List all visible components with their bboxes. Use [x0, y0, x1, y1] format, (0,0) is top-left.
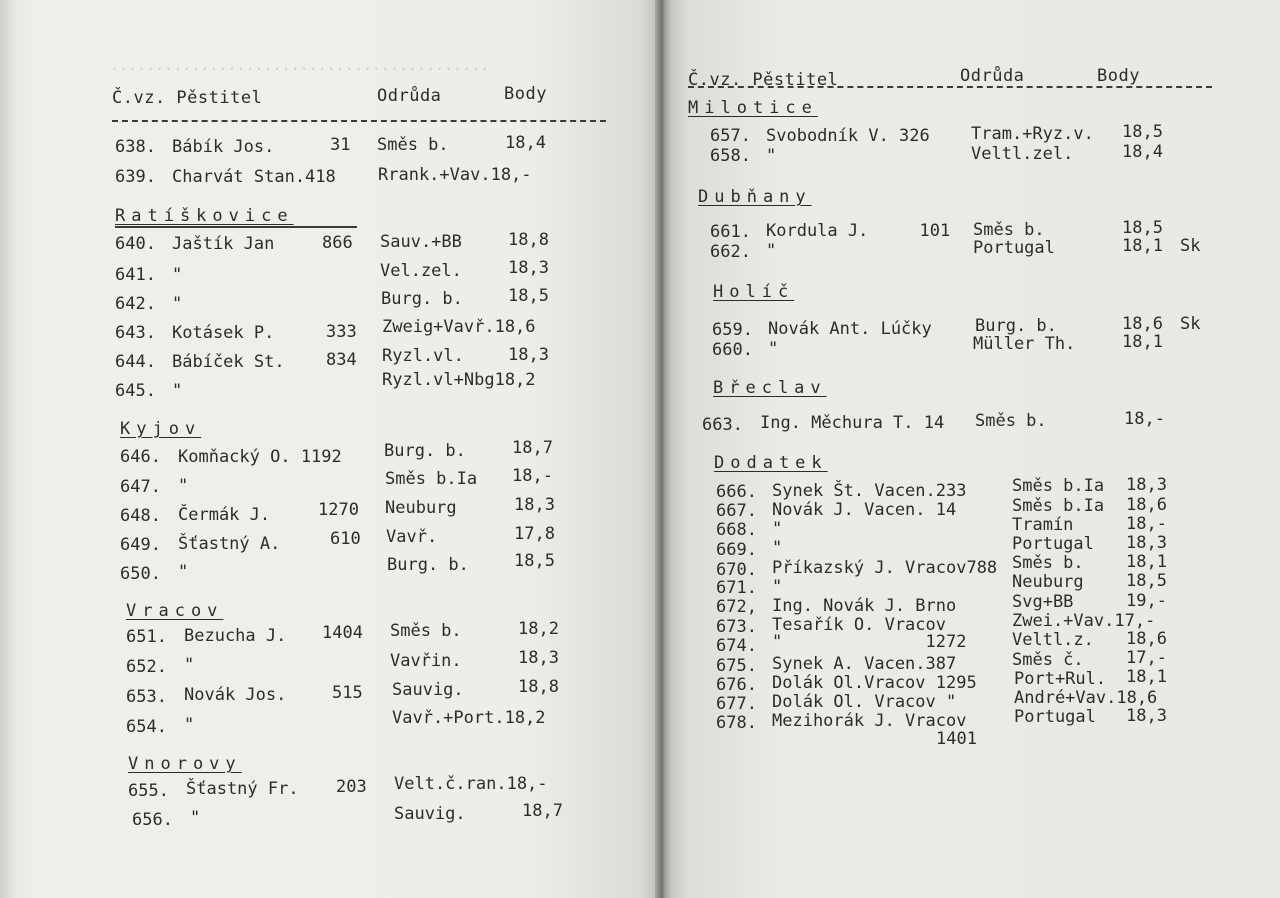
entry-variety: Tramín	[1012, 515, 1074, 535]
entry-name: Charvát Stan.418	[172, 167, 336, 187]
entry-id: 834	[326, 350, 357, 370]
entry-name: Novák J. Vacen. 14	[772, 500, 957, 520]
entry-variety: Neuburg	[1012, 572, 1084, 592]
entry-id: 515	[332, 683, 363, 703]
entry-name: Kordula J. 101	[766, 221, 951, 241]
entry-no: 652.	[126, 657, 167, 677]
entry-id: 1401	[936, 729, 977, 749]
entry-points: 18,3	[1126, 533, 1167, 553]
entry-name: "	[766, 241, 777, 261]
entry-points: 18,1	[1126, 552, 1167, 572]
header-cislo-pestitel: Č.vz. Pěstitel	[688, 70, 839, 90]
entry-name: "	[178, 562, 189, 582]
header-body: Body	[1097, 66, 1140, 86]
section-title: Vnorovy	[128, 754, 242, 774]
entry-name: Novák Ant. Lúčky	[768, 319, 932, 339]
entry-variety: Portugal	[973, 238, 1055, 258]
entry-variety: Zwei.+Vav.17,-	[1012, 611, 1156, 631]
entry-no: 659.	[712, 320, 753, 340]
entry-variety: Směs č.	[1012, 650, 1084, 670]
entry-variety: Směs b.Ia	[1012, 476, 1105, 496]
entry-no: 668.	[716, 520, 757, 540]
entry-points: 18,5	[1122, 122, 1163, 142]
entry-no: 673.	[716, 617, 757, 637]
section-title: Holíč	[713, 282, 795, 302]
section-title: Milotice	[688, 98, 818, 118]
entry-no: 649.	[120, 535, 161, 555]
section-rule	[115, 226, 357, 228]
entry-points: 17,8	[514, 524, 555, 544]
entry-points: 18,5	[1122, 218, 1163, 238]
entry-name: "	[768, 339, 779, 359]
entry-variety: Směs b.Ia	[385, 469, 478, 489]
entry-variety: Sauvig.	[394, 804, 466, 824]
entry-variety: Svg+BB	[1012, 592, 1074, 612]
entry-variety: Směs b.	[377, 135, 449, 155]
entry-points: 18,5	[508, 286, 549, 306]
entry-no: 663.	[702, 415, 743, 435]
entry-variety: Rrank.+Vav.18,-	[378, 165, 532, 185]
entry-name: "	[766, 146, 777, 166]
section-title: Dubňany	[698, 187, 812, 207]
entry-name: Novák Jos.	[184, 685, 287, 705]
entry-points: 18,1	[1126, 667, 1167, 687]
entry-points: 18,-	[1124, 409, 1165, 429]
show-through-text: ··········································	[110, 60, 490, 78]
header-rule	[112, 120, 606, 122]
entry-id: 1270	[318, 500, 359, 520]
entry-no: 638.	[115, 137, 156, 157]
entry-points: 19,-	[1126, 591, 1167, 611]
entry-no: 647.	[120, 477, 161, 497]
entry-no: 678.	[716, 713, 757, 733]
entry-points: 18,-	[512, 466, 553, 486]
entry-name: Šťastný A.	[178, 534, 281, 554]
entry-points: 18,3	[508, 258, 549, 278]
header-cislo-pestitel: Č.vz. Pěstitel	[112, 88, 263, 108]
entry-no: 677.	[716, 694, 757, 714]
entry-points: 18,6	[1126, 495, 1167, 515]
entry-variety: Vavř.+Port.18,2	[392, 708, 546, 728]
section-title: Břeclav	[713, 378, 827, 398]
entry-no: 667.	[716, 501, 757, 521]
entry-no: 654.	[126, 717, 167, 737]
entry-variety: Směs b.Ia	[1012, 496, 1105, 516]
entry-points: 18,2	[518, 619, 559, 639]
entry-no: 658.	[710, 146, 751, 166]
entry-variety: Velt.č.ran.18,-	[394, 774, 548, 794]
entry-points: 18,3	[1126, 706, 1167, 726]
entry-points: 18,3	[514, 495, 555, 515]
entry-variety: Vavřin.	[390, 651, 462, 671]
entry-points: 18,7	[512, 438, 553, 458]
entry-no: 639.	[115, 167, 156, 187]
entry-points: 18,7	[522, 801, 563, 821]
entry-variety: Vel.zel.	[380, 261, 462, 281]
entry-no: 645.	[115, 381, 156, 401]
entry-id: 31	[330, 135, 351, 155]
entry-variety: Burg. b.	[381, 289, 463, 309]
entry-no: 662.	[710, 242, 751, 262]
entry-no: 641.	[115, 265, 156, 285]
section-title: Vracov	[126, 601, 224, 621]
entry-variety: Müller Th.	[973, 334, 1076, 354]
entry-id: 610	[330, 529, 361, 549]
entry-no: 646.	[120, 447, 161, 467]
header-body: Body	[504, 84, 547, 104]
entry-name: Bábík Jos.	[172, 137, 275, 157]
entry-name: Bábíček St.	[172, 352, 285, 372]
entry-name: Komňacký O. 1192	[178, 447, 342, 467]
entry-name: "	[772, 538, 783, 558]
entry-points: 18,6	[1126, 629, 1167, 649]
entry-name: Tesařík O. Vracov	[772, 615, 946, 635]
entry-no: 657.	[710, 126, 751, 146]
entry-no: 642.	[115, 294, 156, 314]
entry-no: 675.	[716, 656, 757, 676]
entry-no: 653.	[126, 687, 167, 707]
entry-points: 18,-	[1126, 514, 1167, 534]
entry-name: "	[184, 715, 195, 735]
entry-variety: Směs b.	[390, 621, 462, 641]
entry-no: 656.	[132, 810, 173, 830]
entry-variety: Sauvig.	[392, 680, 464, 700]
entry-no: 666.	[716, 482, 757, 502]
entry-name: "	[772, 519, 783, 539]
entry-no: 650.	[120, 564, 161, 584]
entry-variety: Zweig+Vavř.18,6	[382, 317, 536, 337]
entry-variety: Veltl.zel.	[971, 144, 1074, 164]
entry-points: 18,5	[1126, 571, 1167, 591]
entry-variety: Burg. b.	[975, 316, 1057, 336]
entry-name: "	[172, 381, 183, 401]
entry-name: Dolák Ol.Vracov 1295	[772, 673, 977, 693]
entry-name: " 1272	[772, 632, 967, 652]
entry-no: 672,	[716, 597, 757, 617]
entry-no: 643.	[115, 323, 156, 343]
entry-name: "	[190, 808, 201, 828]
entry-no: 669.	[716, 540, 757, 560]
entry-name: "	[772, 577, 783, 597]
entry-name: Svobodník V. 326	[766, 126, 930, 146]
entry-name: Bezucha J.	[184, 626, 287, 646]
entry-name: "	[184, 655, 195, 675]
entry-id: 203	[336, 777, 367, 797]
entry-variety: Portugal	[1012, 534, 1094, 554]
entry-variety: Portugal	[1014, 707, 1096, 727]
entry-variety: Směs b.	[975, 411, 1047, 431]
entry-variety: Vavř.	[386, 527, 438, 547]
entry-id: 1404	[322, 623, 363, 643]
entry-no: 651.	[126, 627, 167, 647]
entry-no: 644.	[115, 352, 156, 372]
entry-points: 17,-	[1126, 648, 1167, 668]
entry-variety: Směs b.	[1012, 553, 1084, 573]
entry-name: Jaštík Jan	[172, 234, 275, 254]
entry-id: 866	[322, 233, 353, 253]
entry-name: "	[172, 294, 183, 314]
entry-name: Mezihorák J. Vracov	[772, 711, 967, 731]
entry-no: 648.	[120, 506, 161, 526]
book-gutter	[655, 0, 671, 898]
entry-points: 18,4	[505, 133, 546, 153]
page-edge	[0, 0, 16, 898]
entry-points: 18,4	[1122, 142, 1163, 162]
entry-id: 333	[326, 322, 357, 342]
entry-name: Příkazský J. Vracov788	[772, 558, 998, 578]
entry-note: Sk	[1180, 236, 1201, 256]
entry-name: "	[172, 265, 183, 285]
entry-no: 670.	[716, 560, 757, 580]
entry-points: 18,5	[514, 551, 555, 571]
entry-variety: Ryzl.vl.	[382, 346, 464, 366]
entry-name: Šťastný Fr.	[186, 779, 299, 799]
entry-no: 655.	[128, 781, 169, 801]
entry-points: 18,8	[508, 230, 549, 250]
entry-points: 18,3	[518, 648, 559, 668]
entry-name: Dolák Ol. Vracov "	[772, 692, 957, 712]
entry-no: 640.	[115, 234, 156, 254]
section-title: Ratíškovice	[115, 206, 294, 226]
entry-variety: André+Vav.18,6	[1014, 688, 1158, 708]
entry-variety: Tram.+Ryz.v.	[971, 124, 1094, 144]
header-odruda: Odrůda	[377, 86, 442, 106]
entry-points: 18,3	[508, 345, 549, 365]
entry-no: 671.	[716, 578, 757, 598]
header-odruda: Odrůda	[960, 66, 1025, 86]
entry-no: 661.	[710, 222, 751, 242]
entry-variety: Veltl.z.	[1012, 630, 1094, 650]
entry-name: "	[178, 476, 189, 496]
entry-name: Ing. Měchura T. 14	[760, 413, 945, 433]
entry-note: Sk	[1180, 314, 1201, 334]
entry-name: Synek Št. Vacen.233	[772, 481, 967, 501]
entry-no: 674.	[716, 636, 757, 656]
entry-name: Kotásek P.	[172, 323, 275, 343]
header-rule	[688, 86, 1212, 88]
entry-points: 18,8	[518, 677, 559, 697]
entry-variety: Směs b.	[973, 220, 1045, 240]
entry-variety: Burg. b.	[384, 441, 466, 461]
entry-points: 18,1	[1122, 236, 1163, 256]
entry-no: 660.	[712, 340, 753, 360]
entry-name: Ing. Novák J. Brno	[772, 596, 957, 616]
entry-variety: Port+Rul.	[1014, 669, 1107, 689]
entry-points: 18,6	[1122, 314, 1163, 334]
entry-points: 18,3	[1126, 475, 1167, 495]
section-title: Kyjov	[120, 419, 202, 439]
entry-variety: Neuburg	[385, 498, 457, 518]
entry-variety: Burg. b.	[387, 555, 469, 575]
entry-no: 676.	[716, 675, 757, 695]
entry-variety: Sauv.+BB	[380, 232, 462, 252]
entry-name: Synek A. Vacen.387	[772, 654, 957, 674]
entry-variety: Ryzl.vl+Nbg18,2	[382, 370, 536, 390]
entry-points: 18,1	[1122, 332, 1163, 352]
entry-name: Čermák J.	[178, 505, 271, 525]
section-title: Dodatek	[714, 453, 828, 473]
